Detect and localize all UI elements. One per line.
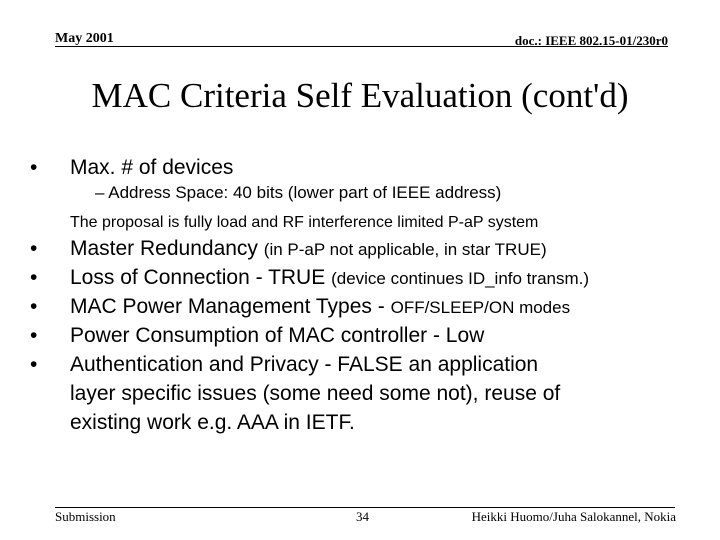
- sub-bullet-address-space: – Address Space: 40 bits (lower part of IEEE address): [95, 183, 502, 202]
- bullet-symbol: •: [30, 156, 38, 179]
- bullet-detail: OFF/SLEEP/ON modes: [390, 298, 571, 317]
- note-text: The proposal is fully load and RF interference limited P-aP system: [70, 214, 539, 231]
- bullet-loss-of-connection: [30, 266, 589, 290]
- bullet-symbol: •: [30, 266, 38, 289]
- slide-title: MAC Criteria Self Evaluation (cont'd): [91, 76, 629, 115]
- bullet-text: Loss of Connection - TRUE: [70, 266, 326, 289]
- bullet-master-redundancy: [30, 237, 547, 261]
- bullet-text: MAC Power Management Types -: [70, 295, 385, 318]
- bullet-text: Authentication and Privacy - FALSE an application: [70, 353, 539, 376]
- header-date: May 2001: [55, 31, 114, 46]
- bullet-power-consumption: [30, 324, 484, 348]
- bullet-power-management: [30, 295, 570, 319]
- bullet-detail: (device continues ID_info transm.): [331, 269, 590, 288]
- bullet-text: Power Consumption of MAC controller - Low: [70, 324, 485, 347]
- footer-authors: Heikki Huomo/Juha Salokannel, Nokia: [471, 509, 676, 524]
- bullet-text: Max. # of devices: [70, 156, 234, 179]
- header-doc-id: doc.: IEEE 802.15-01/230r0: [514, 33, 668, 48]
- bullet-text: Master Redundancy: [70, 237, 258, 260]
- bullet-symbol: •: [30, 353, 38, 376]
- bullet-symbol: •: [30, 237, 38, 260]
- footer-divider: [55, 507, 675, 508]
- bullet-authentication-line2: layer specific issues (some need some not), reuse of: [70, 382, 561, 405]
- footer-submission: Submission: [55, 509, 116, 524]
- bullet-symbol: •: [30, 295, 38, 318]
- bullet-authentication-line3: existing work e.g. AAA in IETF.: [70, 411, 355, 434]
- footer-page-number: 34: [356, 509, 369, 524]
- bullet-max-devices: [30, 156, 233, 180]
- bullet-authentication: [30, 353, 538, 377]
- bullet-detail: (in P-aP not applicable, in star TRUE): [263, 240, 547, 259]
- bullet-symbol: •: [30, 324, 38, 347]
- header-divider: [55, 46, 668, 47]
